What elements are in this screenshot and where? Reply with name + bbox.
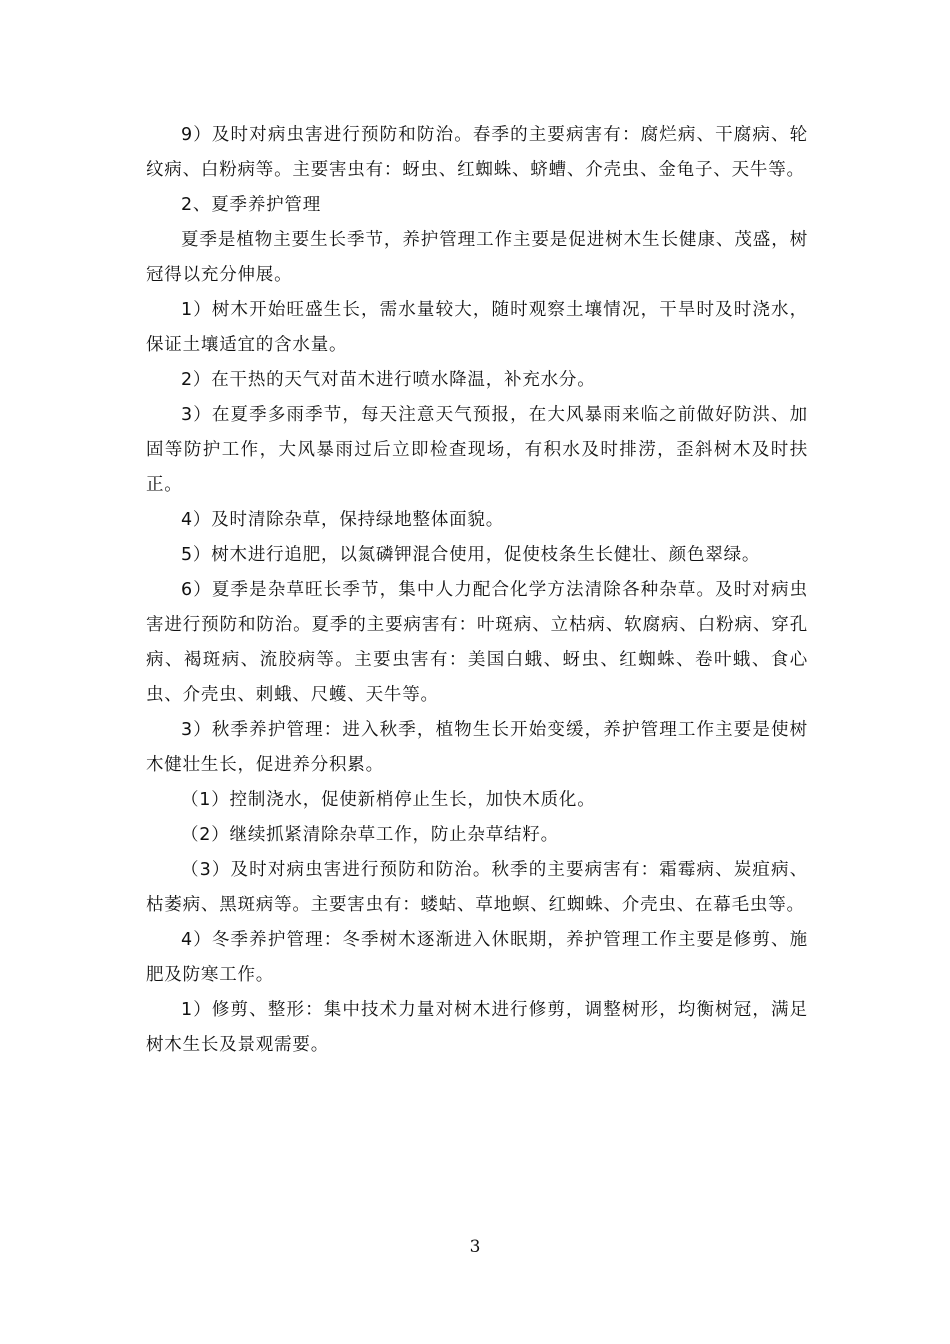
paragraph-summer-item-3: 3）在夏季多雨季节，每天注意天气预报，在大风暴雨来临之前做好防洪、加固等防护工作，大风暴雨过后立即检查现场，有积水及时排涝，歪斜树木及时扶正。: [146, 405, 808, 495]
paragraph-summer-item-2: 2）在干热的天气对苗木进行喷水降温，补充水分。: [181, 370, 596, 390]
paragraph-spring-pest-control: 9）及时对病虫害进行预防和防治。春季的主要病害有：腐烂病、干腐病、轮纹病、白粉病等。主要害虫有：蚜虫、红蜘蛛、蛴螬、介壳虫、金龟子、天牛等。: [146, 125, 808, 180]
paragraph-summer-item-5: 5）树木进行追肥，以氮磷钾混合使用，促使枝条生长健壮、颜色翠绿。: [181, 545, 761, 565]
paragraph-autumn-item-2: （2）继续抓紧清除杂草工作，防止杂草结籽。: [181, 825, 559, 845]
document-body: [146, 118, 808, 1063]
section-heading-winter: 4）冬季养护管理：冬季树木逐渐进入休眠期，养护管理工作主要是修剪、施肥及防寒工作。: [146, 930, 808, 985]
paragraph-autumn-item-1: （1）控制浇水，促使新梢停止生长，加快木质化。: [181, 790, 596, 810]
section-heading-summer: 2、夏季养护管理: [181, 195, 322, 215]
paragraph-summer-item-6: 6）夏季是杂草旺长季节，集中人力配合化学方法清除各种杂草。及时对病虫害进行预防和防治。夏季的主要病害有：叶斑病、立枯病、软腐病、白粉病、穿孔病、褐斑病、流胶病等。主要虫害有：美国白蛾、蚜虫、红蜘蛛、卷叶蛾、食心虫、介壳虫、刺蛾、尺蠖、天牛等。: [146, 580, 808, 705]
paragraph-summer-item-1: 1）树木开始旺盛生长，需水量较大，随时观察土壤情况，干旱时及时浇水，保证土壤适宜的含水量。: [146, 300, 808, 355]
paragraph-autumn-item-3: （3）及时对病虫害进行预防和防治。秋季的主要病害有：霜霉病、炭疽病、枯萎病、黑斑病等。主要害虫有：蝼蛄、草地螟、红蜘蛛、介壳虫、在幕毛虫等。: [146, 860, 808, 915]
section-heading-autumn: 3）秋季养护管理：进入秋季，植物生长开始变缓，养护管理工作主要是使树木健壮生长，促进养分积累。: [146, 720, 808, 775]
paragraph-summer-item-4: 4）及时清除杂草，保持绿地整体面貌。: [181, 510, 505, 530]
page-number: 3: [469, 1237, 481, 1257]
paragraph-summer-intro: 夏季是植物主要生长季节，养护管理工作主要是促进树木生长健康、茂盛，树冠得以充分伸展。: [146, 230, 808, 285]
paragraph-winter-item-1: 1）修剪、整形：集中技术力量对树木进行修剪，调整树形，均衡树冠，满足树木生长及景观需要。: [146, 1000, 808, 1055]
